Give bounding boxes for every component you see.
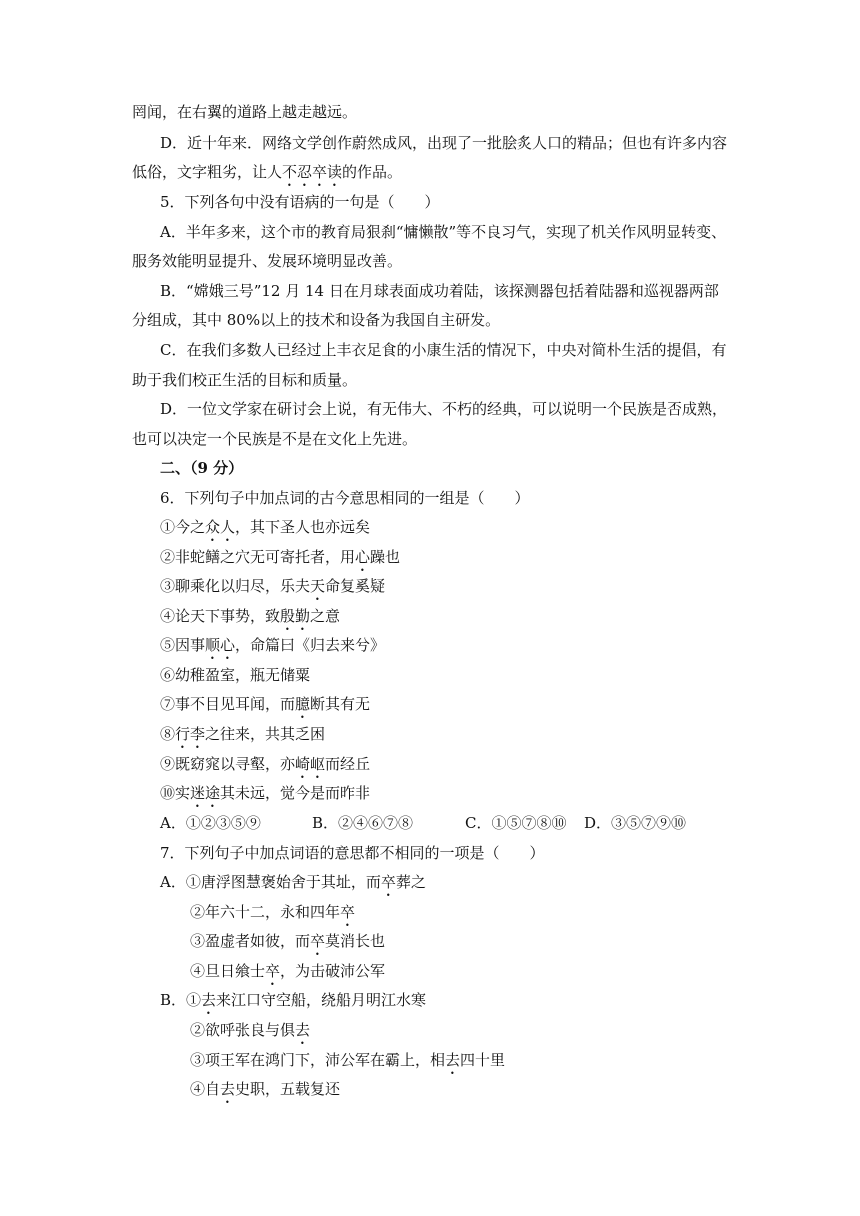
text-segment: 6．下列句子中加点词的古今意思相同的一组是（ ） [160, 489, 530, 507]
text-segment: 之意 [310, 607, 341, 625]
text-line [160, 606, 340, 626]
text-line [160, 399, 727, 419]
text-segment: ②欲呼张良与俱 [190, 1021, 296, 1039]
text-segment: 其未远，觉今是而昨非 [220, 784, 371, 802]
text-segment: A．①唐浮图慧褒始舍于其址，而 [160, 873, 381, 891]
text-segment: 7．下列句子中加点词语的意思都不相同的一项是（ ） [160, 844, 545, 862]
answer-option: A．①②③⑤⑨ [160, 814, 261, 832]
emphasized-word: 殷勤 [280, 607, 311, 625]
text-line [160, 635, 385, 655]
emphasized-word: 天 [310, 577, 326, 595]
text-segment: 葬之 [395, 873, 426, 891]
text-line [160, 488, 530, 508]
text-segment: 助于我们校正生活的目标和质量。 [132, 371, 358, 389]
answer-option: C．①⑤⑦⑧⑩ [465, 814, 567, 832]
text-segment: ②年六十二，永和四年 [190, 903, 341, 921]
text-segment: 而经丘 [325, 755, 371, 773]
text-segment: B．① [160, 991, 202, 1009]
emphasized-word: 众人 [205, 518, 236, 536]
text-segment: 服务效能明显提升、发展环境明显改善。 [132, 252, 403, 270]
text-segment: 莫消长也 [325, 932, 386, 950]
emphasized-word: 卒 [310, 932, 326, 950]
text-segment: 低俗，文字粗劣，让人 [132, 163, 283, 181]
text-segment: ⑥幼稚盈室，瓶无储粟 [160, 666, 311, 684]
text-segment: 也可以决定一个民族是不是在文化上先进。 [132, 430, 418, 448]
text-segment: ，命篇曰《归去来兮》 [235, 636, 386, 654]
text-line [190, 1079, 340, 1099]
text-segment: ⑤因事 [160, 636, 206, 654]
text-line [160, 665, 310, 685]
text-line [160, 576, 385, 596]
text-segment: 四十里 [460, 1051, 506, 1069]
text-segment: ④论天下事势，致 [160, 607, 281, 625]
text-line [132, 102, 357, 122]
text-line [160, 547, 400, 567]
text-line [190, 931, 385, 951]
text-segment: ，为击破沛公军 [280, 962, 386, 980]
text-segment: 断其有无 [310, 695, 371, 713]
emphasized-word: 心 [355, 548, 371, 566]
text-line [190, 902, 355, 922]
text-line [190, 1050, 505, 1070]
text-line [160, 222, 726, 242]
text-segment: ⑦事不目见耳闻，而 [160, 695, 296, 713]
text-line [160, 872, 426, 892]
text-segment: 5．下列各句中没有语病的一句是（ ） [160, 193, 440, 211]
emphasized-word: 卒 [380, 873, 396, 891]
text-segment: 的作品。 [342, 163, 403, 181]
text-segment: ⑩实 [160, 784, 191, 802]
text-segment: D．一位文学家在研讨会上说，有无伟大、不朽的经典，可以说明一个民族是否成熟， [160, 400, 728, 418]
emphasized-word: 卒 [265, 962, 281, 980]
text-line [190, 1020, 310, 1040]
text-segment: 来江口守空船，绕船月明江水寒 [216, 991, 427, 1009]
text-line [160, 192, 440, 212]
text-segment: B．“嫦娥三号”12 月 14 日在月球表面成功着陆，该探测器包括着陆器和巡视器两部 [160, 282, 719, 300]
text-segment: 躁也 [370, 548, 401, 566]
text-segment: ③聊乘化以归尽，乐夫 [160, 577, 311, 595]
text-line [132, 251, 402, 271]
text-line [132, 162, 402, 182]
text-line [160, 843, 545, 863]
text-line [132, 429, 417, 449]
emphasized-word: 臆 [295, 695, 311, 713]
emphasized-word: 去 [201, 991, 217, 1009]
text-segment: A．半年多来，这个市的教育局狠刹“慵懒散”等不良习气，实现了机关作风明显转变、 [160, 223, 727, 241]
text-segment: ③盈虚者如彼，而 [190, 932, 311, 950]
emphasized-word: 去 [220, 1080, 236, 1098]
text-segment: 史职，五载复还 [235, 1080, 341, 1098]
text-segment: 二、（9 分） [160, 459, 244, 477]
text-line [160, 724, 325, 744]
answer-option: B．②④⑥⑦⑧ [312, 814, 414, 832]
text-line [160, 281, 719, 301]
text-line [190, 961, 385, 981]
text-segment: C．在我们多数人已经过上丰衣足食的小康生活的情况下，中央对简朴生活的提倡，有 [160, 341, 727, 359]
text-line [160, 694, 370, 714]
emphasized-word: 顺心 [205, 636, 236, 654]
answer-option: D．③⑤⑦⑨⑩ [584, 814, 687, 832]
text-line [160, 340, 726, 360]
text-line [160, 133, 727, 153]
emphasized-word: 不忍卒读 [282, 163, 343, 181]
emphasized-word: 去 [295, 1021, 311, 1039]
text-segment: ①今之 [160, 518, 206, 536]
emphasized-word: 卒 [340, 903, 356, 921]
text-line [160, 783, 370, 803]
text-line [160, 458, 243, 478]
text-segment: D．近十年来．网络文学创作蔚然成风，出现了一批脍炙人口的精品；但也有许多内容 [160, 134, 728, 152]
text-segment: 罔闻，在右翼的道路上越走越远。 [132, 103, 358, 121]
emphasized-word: 崎岖 [295, 755, 326, 773]
text-segment: ⑧ [160, 725, 176, 743]
text-segment: 分组成，其中 80%以上的技术和设备为我国自主研发。 [132, 311, 501, 329]
text-line [160, 990, 426, 1010]
text-segment: ③项王军在鸿门下，沛公军在霸上，相 [190, 1051, 446, 1069]
emphasized-word: 去 [445, 1051, 461, 1069]
text-segment: 之往来，共其乏困 [205, 725, 326, 743]
text-line [160, 754, 370, 774]
text-segment: ②非蛇鳝之穴无可寄托者，用 [160, 548, 356, 566]
text-segment: ⑨既窈窕以寻壑，亦 [160, 755, 296, 773]
text-line [160, 517, 370, 537]
text-line [132, 370, 357, 390]
text-segment: ④自 [190, 1080, 221, 1098]
emphasized-word: 行李 [175, 725, 206, 743]
emphasized-word: 迷途 [190, 784, 221, 802]
text-segment: ④旦日飨士 [190, 962, 266, 980]
text-segment: 命复奚疑 [325, 577, 386, 595]
text-line [132, 310, 500, 330]
text-segment: ，其下圣人也亦远矣 [235, 518, 371, 536]
